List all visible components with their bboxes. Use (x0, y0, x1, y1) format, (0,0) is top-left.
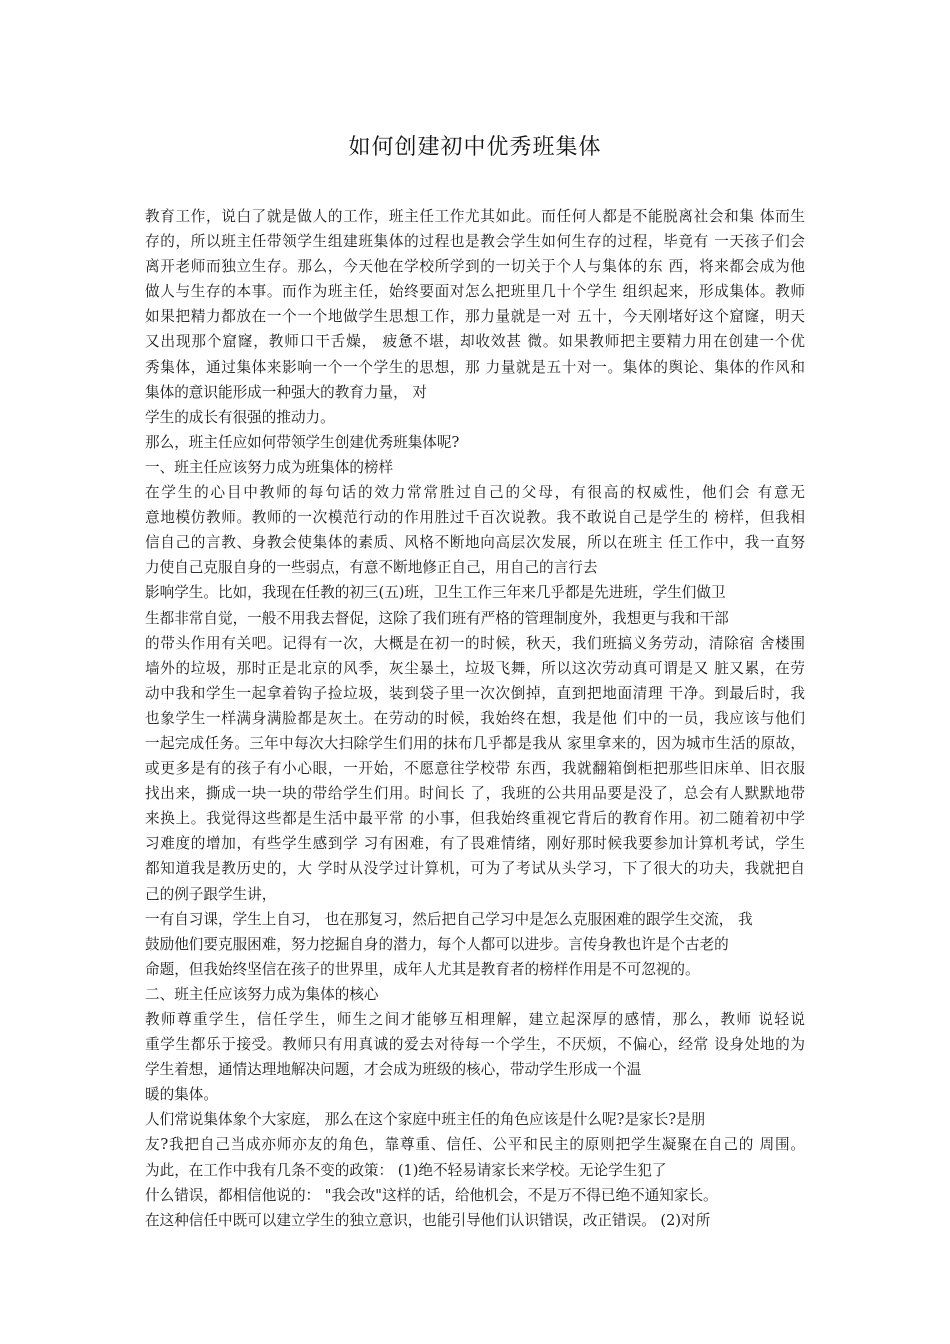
text-line: 暖的集体。 (145, 1086, 218, 1104)
text-line: 离开老师而独立生存。那么，今天他在学校所学到的一切关于个人与集体的东 西，将来都会成为他 (145, 258, 805, 276)
text-line: 来换上。我觉得这些都是生活中最平常 的小事，但我始终重视它背后的教育作用。初二随着初中学 (145, 810, 805, 828)
text-line: 或更多是有的孩子有小心眼，一开始，不愿意往学校带 东西，我就翻箱倒柜把那些旧床单、旧衣服 (145, 760, 805, 778)
text-line: 也象学生一样满身满脸都是灰土。在劳动的时候，我始终在想，我是他 们中的一员，我应该与他们 (145, 709, 805, 727)
text-line: 习难度的增加，有些学生感到学 习有困难，有了畏难情绪，刚好那时候我要参加计算机考试，学生 (145, 835, 805, 853)
text-line: 意地模仿教师。教师的一次模范行动的作用胜过千百次说教。我不敢说自己是学生的 榜样，但我相 (145, 509, 805, 527)
text-line: 鼓励他们要克服困难，努力挖掘自身的潜力，每个人都可以进步。言传身教也许是个古老的 (145, 935, 729, 953)
text-line: 一起完成任务。三年中每次大扫除学生们用的抹布几乎都是我从 家里拿来的，因为城市生活的原故， (145, 734, 805, 752)
text-line: 信自己的言教、身教会使集体的素质、风格不断地向高层次发展，所以在班主 任工作中，我一直努 (145, 534, 805, 552)
body-text (145, 204, 805, 1233)
text-line: 命题，但我始终坚信在孩子的世界里，成年人尤其是教育者的榜样作用是不可忽视的。 (145, 960, 700, 978)
text-line: 教育工作，说白了就是做人的工作，班主任工作尤其如此。而任何人都是不能脱离社会和集 体而生 (145, 208, 805, 225)
text-line: 学生的成长有很强的推动力。 (145, 408, 335, 426)
text-line: 集体的意识能形成一种强大的教育力量， 对 (145, 383, 427, 401)
text-line: 人们常说集体象个大家庭， 那么在这个家庭中班主任的角色应该是什么呢?是家长?是朋 (145, 1111, 706, 1129)
text-line: 的带头作用有关吧。记得有一次，大概是在初一的时候，秋天，我们班搞义务劳动，清除宿 舍楼围 (145, 634, 805, 652)
text-line: 墙外的垃圾，那时正是北京的风季，灰尘暴土，垃圾飞舞，所以这次劳动真可谓是又 脏又累，在劳 (145, 659, 805, 677)
text-line: 生都非常自觉，一般不用我去督促，这除了我们班有严格的管理制度外，我想更与我和干部 (145, 609, 729, 627)
text-line: 如果把精力都放在一个一个地做学生思想工作，那力量就是一对 五十，今天刚堵好这个窟窿，明天 (145, 308, 805, 326)
text-line: 在这种信任中既可以建立学生的独立意识，也能引导他们认识错误，改正错误。 (2)对所 (145, 1211, 711, 1229)
page-title: 如何创建初中优秀班集体 (348, 135, 602, 160)
text-line: 都知道我是教历史的，大 学时从没学过计算机，可为了考试从头学习，下了很大的功夫，我就把自 (145, 860, 805, 878)
text-line: 重学生都乐于接受。教师只有用真诚的爱去对待每一个学生，不厌烦，不偏心，经常 设身处地的为 (145, 1036, 805, 1054)
section-heading: 二、班主任应该努力成为集体的核心 (145, 985, 379, 1003)
section-heading: 一、班主任应该努力成为班集体的榜样 (145, 458, 394, 476)
text-line: 做人与生存的本事。而作为班主任，始终要面对怎么把班里几十个学生 组织起来，形成集体。教师 (145, 283, 805, 301)
text-line: 力使自己克服自身的一些弱点，有意不断地修正自己，用自己的言行去 (145, 559, 598, 577)
text-line: 秀集体，通过集体来影响一个一个学生的思想，那 力量就是五十对一。集体的舆论、集体的作风和 (145, 358, 805, 376)
text-line: 友?我把自己当成亦师亦友的角色，靠尊重、信任、公平和民主的原则把学生凝聚在自己的 周围。 (145, 1136, 805, 1154)
text-line: 又出现那个窟窿，教师口干舌燥， 疲惫不堪，却收效甚 微。如果教师把主要精力用在创建一个优 (145, 333, 805, 351)
text-line: 影响学生。比如，我现在任教的初三(五)班，卫生工作三年来几乎都是先进班，学生们做卫 (145, 584, 726, 602)
text-line: 学生着想，通情达理地解决问题，才会成为班级的核心，带动学生形成一个温 (145, 1061, 642, 1079)
text-line: 一有自习课，学生上自习， 也在那复习，然后把自己学习中是怎么克服困难的跟学生交流， 我 (145, 910, 753, 928)
text-line: 教师尊重学生，信任学生，师生之间才能够互相理解，建立起深厚的感情，那么，教师 说轻说 (145, 1011, 805, 1028)
text-line: 存的，所以班主任带领学生组建班集体的过程也是教会学生如何生存的过程，毕竟有 一天孩子们会 (145, 233, 805, 251)
text-line: 找出来，撕成一块一块的带给学生们用。时间长 了，我班的公共用品要是没了，总会有人默默地带 (145, 785, 805, 803)
text-line: 为此，在工作中我有几条不变的政策： (1)绝不轻易请家长来学校。无论学生犯了 (145, 1161, 667, 1179)
text-line: 动中我和学生一起拿着钩子捡垃圾，装到袋子里一次次倒掉，直到把地面清理 干净。到最后时，我 (145, 684, 805, 702)
text-line: 己的例子跟学生讲， (145, 885, 277, 903)
text-line: 在学生的心目中教师的每句话的效力常常胜过自己的父母，有很高的权威性，他们会 有意无 (145, 484, 805, 502)
text-line: 什么错误，都相信他说的： "我会改"这样的话，给他机会，不是万不得已绝不通知家长。 (145, 1186, 718, 1204)
text-line: 那么，班主任应如何带领学生创建优秀班集体呢? (145, 433, 460, 451)
